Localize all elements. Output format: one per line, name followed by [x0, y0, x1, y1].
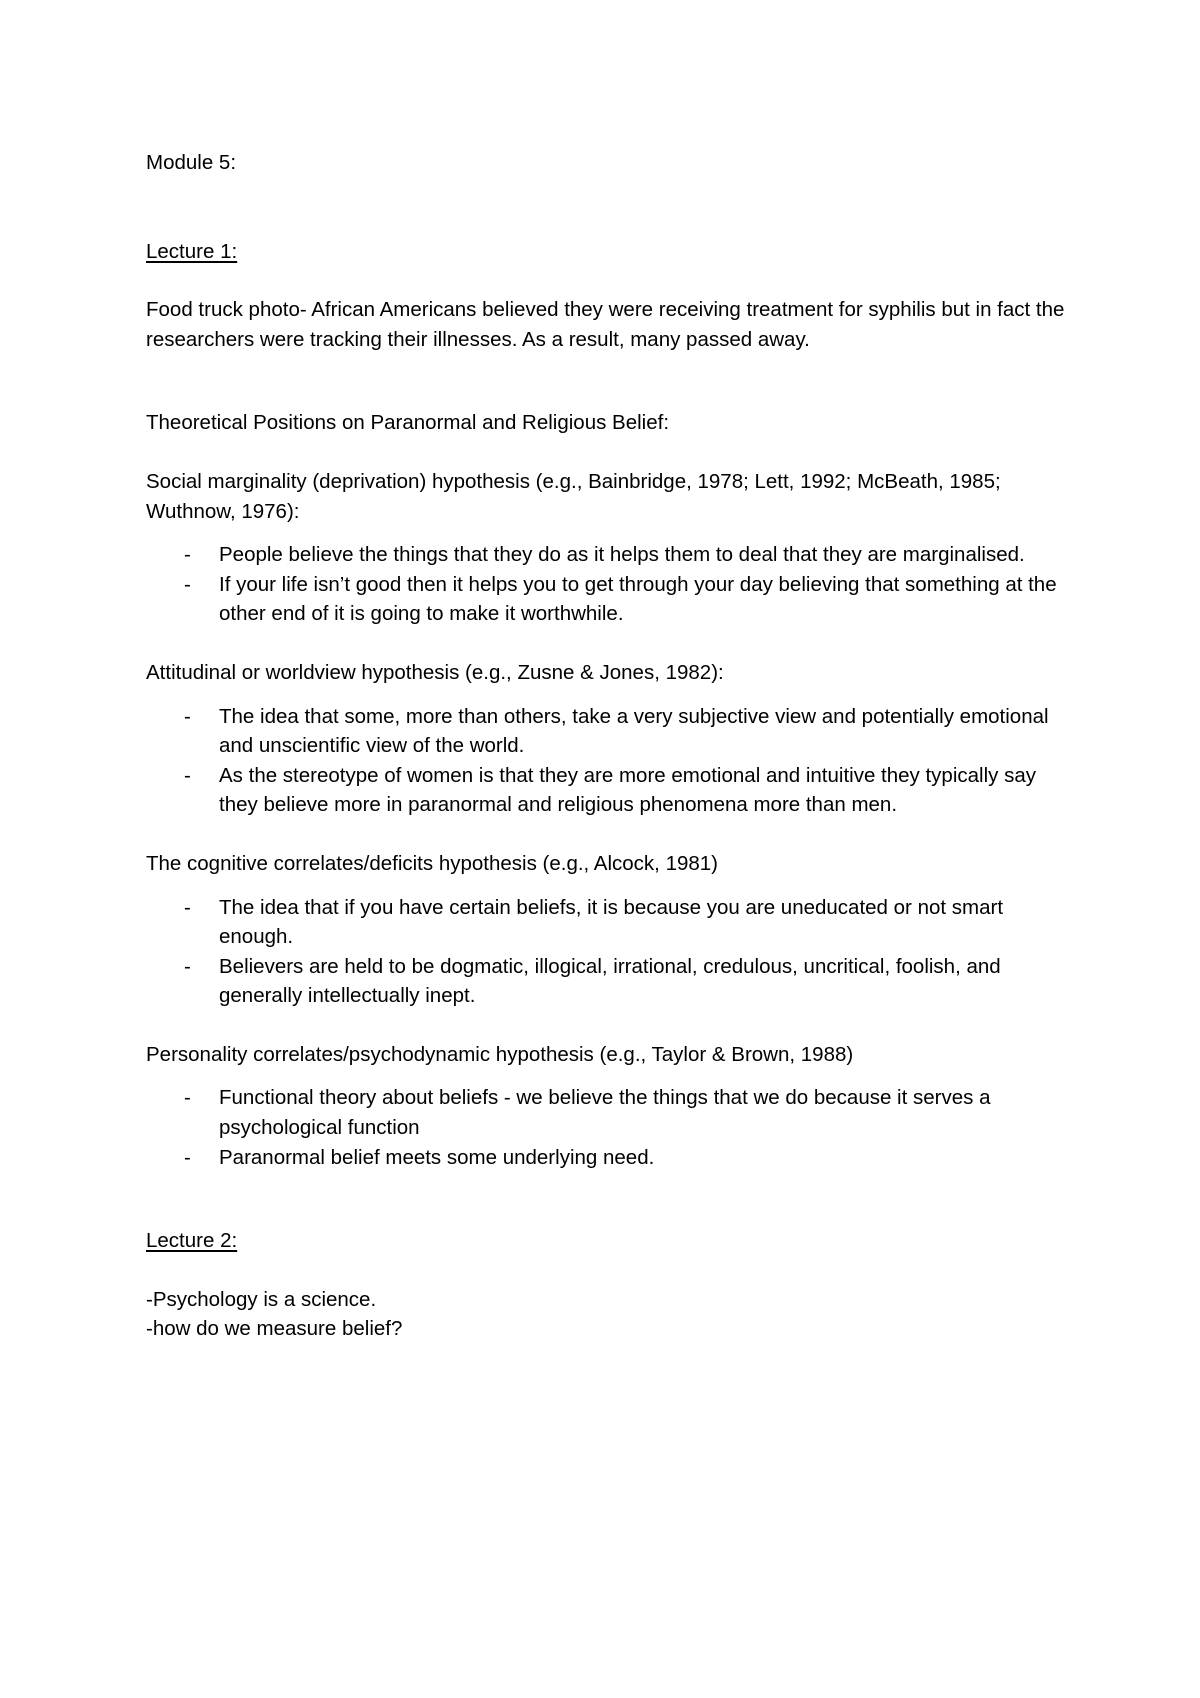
list-item-text: The idea that some, more than others, take a very subjective view and potentially emotional and unscientific view of the world.	[219, 704, 1049, 758]
bullet-dash: -	[184, 704, 191, 728]
lecture-2-heading: Lecture 2:	[146, 1229, 238, 1253]
hypothesis-points	[146, 702, 1076, 820]
list-item	[146, 952, 1076, 1011]
bullet-dash: -	[184, 543, 191, 567]
bullet-dash: -	[184, 763, 191, 787]
list-item-text: Believers are held to be dogmatic, illogical, irrational, credulous, uncritical, foolish, and generally intellectually inept.	[219, 954, 1001, 1008]
hypothesis-points	[146, 540, 1076, 629]
document-body	[146, 148, 1076, 1344]
list-item	[146, 1083, 1076, 1142]
hypothesis-points	[146, 1083, 1076, 1172]
list-item-text: People believe the things that they do as it helps them to deal that they are marginalised.	[219, 543, 1025, 567]
list-item	[146, 570, 1076, 629]
list-item-text: Functional theory about beliefs - we believe the things that we do because it serves a psychological function	[219, 1086, 991, 1140]
hypothesis-points	[146, 893, 1076, 1011]
section-title: Theoretical Positions on Paranormal and Religious Belief:	[146, 411, 670, 435]
lecture-2-line: -how do we measure belief?	[146, 1317, 403, 1341]
list-item	[146, 702, 1076, 761]
lecture-1-heading: Lecture 1:	[146, 239, 238, 263]
list-item-text: As the stereotype of women is that they are more emotional and intuitive they typically say they believe more in paranormal and religious phenomena more than men.	[219, 763, 1036, 817]
list-item	[146, 893, 1076, 952]
bullet-dash: -	[184, 895, 191, 919]
bullet-dash: -	[184, 1086, 191, 1110]
list-item-text: The idea that if you have certain beliefs, it is because you are uneducated or not smart enough.	[219, 895, 1004, 949]
bullet-dash: -	[184, 572, 191, 596]
bullet-dash: -	[184, 954, 191, 978]
hypothesis-title: Attitudinal or worldview hypothesis (e.g., Zusne & Jones, 1982):	[146, 660, 724, 684]
hypothesis-title: Social marginality (deprivation) hypothesis (e.g., Bainbridge, 1978; Lett, 1992; McBeath, 1985; Wuthnow, 1976):	[146, 469, 1001, 523]
hypothesis-title: Personality correlates/psychodynamic hypothesis (e.g., Taylor & Brown, 1988)	[146, 1042, 854, 1066]
lecture-1-intro: Food truck photo- African Americans believed they were receiving treatment for syphilis but in fact the researchers were tracking their illnesses. As a result, many passed away.	[146, 298, 1065, 351]
list-item	[146, 1143, 1076, 1173]
list-item	[146, 761, 1076, 820]
hypothesis-title: The cognitive correlates/deficits hypothesis (e.g., Alcock, 1981)	[146, 851, 719, 875]
lecture-2-line: -Psychology is a science.	[146, 1287, 377, 1311]
list-item-text: If your life isn’t good then it helps you to get through your day believing that something at the other end of it is going to make it worthwhile.	[219, 572, 1057, 626]
list-item	[146, 540, 1076, 570]
module-title: Module 5:	[146, 151, 237, 174]
bullet-dash: -	[184, 1145, 191, 1169]
list-item-text: Paranormal belief meets some underlying need.	[219, 1145, 655, 1169]
